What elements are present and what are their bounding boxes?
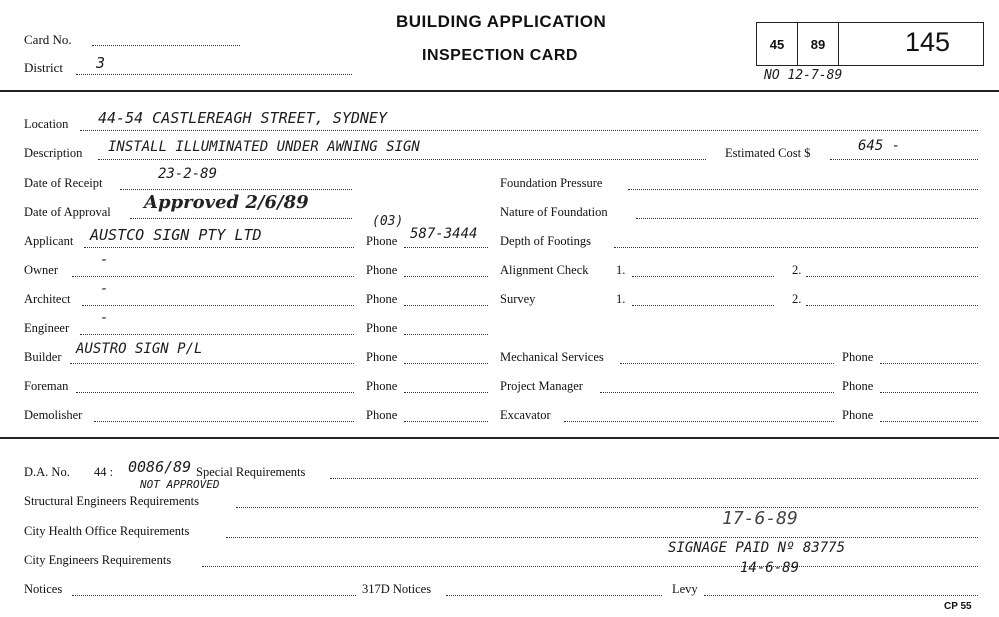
architect-label: Architect — [24, 292, 71, 306]
demolisher-label: Demolisher — [24, 408, 83, 422]
structural-line — [236, 507, 978, 508]
levy-label: Levy — [672, 582, 698, 596]
date-receipt-line — [120, 189, 352, 190]
mechanical-phone-label: Phone — [842, 350, 874, 364]
builder-phone-line — [404, 363, 488, 364]
applicant-label: Applicant — [24, 234, 74, 248]
card-no-label: Card No. — [24, 32, 72, 47]
district-label: District — [24, 60, 63, 75]
project-manager-phone-line — [880, 392, 978, 393]
depth-footings-label: Depth of Footings — [500, 234, 591, 248]
not-approved-note: NOT APPROVED — [140, 478, 220, 491]
location-line — [80, 130, 978, 131]
demolisher-phone-line — [404, 421, 488, 422]
special-requirements-line — [330, 478, 978, 479]
architect-phone-line — [404, 305, 488, 306]
excavator-line — [564, 421, 834, 422]
city-engineers-label: City Engineers Requirements — [24, 553, 172, 567]
estimated-cost-label: Estimated Cost $ — [725, 146, 811, 160]
foundation-pressure-label: Foundation Pressure — [500, 176, 603, 190]
box-cell-89: 89 — [798, 23, 839, 65]
applicant-value: AUSTCO SIGN PTY LTD — [90, 226, 262, 244]
foreman-line — [76, 392, 354, 393]
divider-middle — [0, 437, 999, 439]
architect-value: - — [100, 281, 109, 297]
survey-label: Survey — [500, 292, 536, 306]
survey-line2 — [806, 305, 978, 306]
mechanical-label: Mechanical Services — [500, 350, 604, 364]
alignment-num2: 2. — [792, 263, 802, 277]
alignment-line1 — [632, 276, 774, 277]
excavator-phone-line — [880, 421, 978, 422]
health-date: 17-6-89 — [722, 508, 798, 529]
district-value: 3 — [96, 54, 106, 72]
form-subtitle: INSPECTION CARD — [422, 47, 578, 64]
alignment-check-label: Alignment Check — [500, 263, 589, 277]
structural-label: Structural Engineers Requirements — [24, 494, 199, 508]
applicant-line — [84, 247, 354, 248]
mechanical-phone-line — [880, 363, 978, 364]
engineer-line — [80, 334, 354, 335]
date-approval-value: Approved 2/6/89 — [144, 192, 309, 213]
foreman-label: Foreman — [24, 379, 69, 393]
builder-value: AUSTRO SIGN P/L — [76, 341, 203, 357]
da-value: 0086/89 — [128, 458, 192, 476]
project-manager-line — [600, 392, 834, 393]
depth-footings-line — [614, 247, 978, 248]
mechanical-line — [620, 363, 834, 364]
box-cell-45: 45 — [757, 23, 798, 65]
location-value: 44-54 CASTLEREAGH STREET, SYDNEY — [98, 109, 387, 127]
owner-value: - — [100, 252, 109, 268]
applicant-phone-value: 587-3444 — [410, 226, 478, 242]
foreman-phone-line — [404, 392, 488, 393]
engineer-label: Engineer — [24, 321, 70, 335]
location-label: Location — [24, 117, 69, 131]
survey-num2: 2. — [792, 292, 802, 306]
builder-line — [70, 363, 354, 364]
survey-line1 — [632, 305, 774, 306]
architect-line — [82, 305, 354, 306]
health-line — [226, 537, 978, 538]
date-approval-label: Date of Approval — [24, 205, 111, 219]
owner-phone-label: Phone — [366, 263, 398, 277]
date-receipt-label: Date of Receipt — [24, 176, 103, 190]
signage-date: 14-6-89 — [740, 560, 800, 576]
da-label: D.A. No. — [24, 465, 70, 479]
demolisher-line — [94, 421, 354, 422]
alignment-line2 — [806, 276, 978, 277]
engineer-value: - — [100, 310, 109, 326]
estimated-cost-line — [830, 159, 978, 160]
survey-num1: 1. — [616, 292, 626, 306]
date-receipt-value: 23-2-89 — [158, 166, 218, 182]
builder-phone-label: Phone — [366, 350, 398, 364]
district-line — [76, 74, 352, 75]
excavator-phone-label: Phone — [842, 408, 874, 422]
description-value: INSTALL ILLUMINATED UNDER AWNING SIGN — [108, 139, 420, 155]
applicant-phone-label: Phone — [366, 234, 398, 248]
project-manager-label: Project Manager — [500, 379, 583, 393]
card-number-box — [756, 22, 984, 66]
notices-317d-line — [446, 595, 662, 596]
project-manager-phone-label: Phone — [842, 379, 874, 393]
header-note: NO 12-7-89 — [764, 68, 843, 83]
demolisher-phone-label: Phone — [366, 408, 398, 422]
owner-label: Owner — [24, 263, 59, 277]
engineer-phone-label: Phone — [366, 321, 398, 335]
builder-label: Builder — [24, 350, 62, 364]
notices-label: Notices — [24, 582, 63, 596]
owner-phone-line — [404, 276, 488, 277]
form-title: BUILDING APPLICATION — [396, 12, 607, 31]
divider-top — [0, 90, 999, 92]
city-engineers-line — [202, 566, 978, 567]
levy-line — [704, 595, 978, 596]
foundation-pressure-line — [628, 189, 978, 190]
notices-317d-label: 317D Notices — [362, 582, 432, 596]
nature-foundation-label: Nature of Foundation — [500, 205, 608, 219]
owner-line — [72, 276, 354, 277]
box-number: 145 — [905, 27, 951, 57]
excavator-label: Excavator — [500, 408, 551, 422]
description-label: Description — [24, 146, 83, 160]
card-no-line — [92, 45, 240, 46]
engineer-phone-line — [404, 334, 488, 335]
description-line — [98, 159, 706, 160]
applicant-phone-area: (03) — [372, 214, 404, 229]
signage-note: SIGNAGE PAID Nº 83775 — [668, 540, 846, 556]
nature-foundation-line — [636, 218, 978, 219]
special-requirements-label: Special Requirements — [196, 465, 306, 479]
estimated-cost-value: 645 - — [858, 138, 901, 154]
da-prefix: 44 : — [94, 465, 114, 479]
notices-line — [72, 595, 356, 596]
foreman-phone-label: Phone — [366, 379, 398, 393]
health-label: City Health Office Requirements — [24, 524, 190, 538]
applicant-phone-line — [404, 247, 488, 248]
alignment-num1: 1. — [616, 263, 626, 277]
date-approval-line — [130, 218, 352, 219]
architect-phone-label: Phone — [366, 292, 398, 306]
form-code: CP 55 — [944, 601, 972, 612]
